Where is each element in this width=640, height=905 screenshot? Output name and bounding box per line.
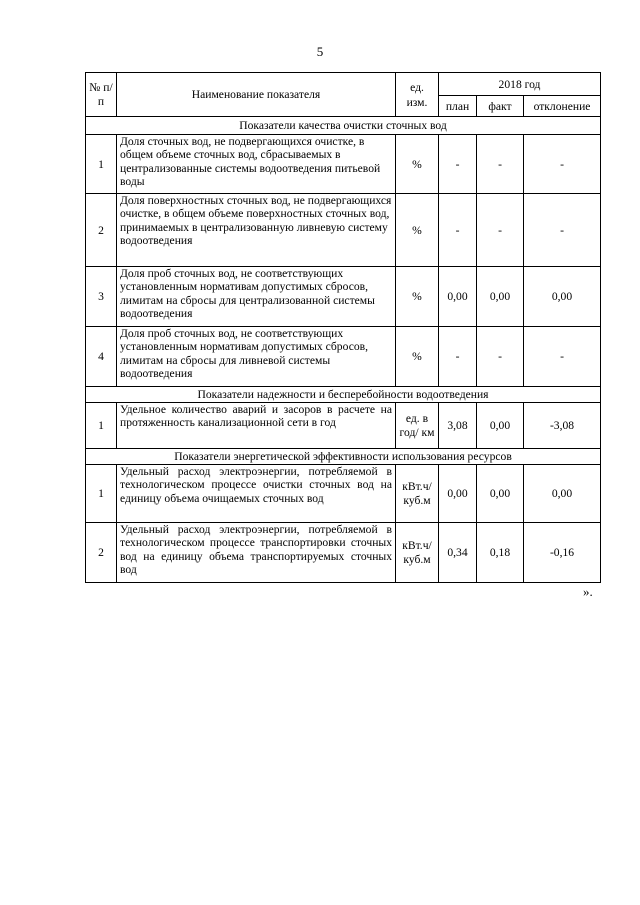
row-deviation: - (524, 194, 601, 267)
header-year: 2018 год (439, 73, 601, 96)
row-plan: 0,00 (439, 267, 477, 327)
row-deviation: -0,16 (524, 523, 601, 583)
header-unit: ед. изм. (396, 73, 439, 117)
row-fact: 0,18 (477, 523, 524, 583)
table-row (86, 403, 601, 449)
table-row (86, 327, 601, 387)
row-num: 4 (86, 327, 117, 387)
header-fact: факт (477, 96, 524, 117)
row-name: Удельный расход электроэнергии, потребляемой в технологическом процессе транспортировки сточных вод на единицу объема транспортируемых сточных вод (117, 523, 396, 583)
row-unit: % (396, 327, 439, 387)
row-plan: - (439, 135, 477, 194)
row-name: Удельный расход электроэнергии, потребляемой в технологическом процессе очистки сточных вод на единицу объема очищаемых сточных вод (117, 465, 396, 523)
header-name: Наименование показателя (117, 73, 396, 117)
row-name: Удельное количество аварий и засоров в расчете на протяженность канализационной сети в год (117, 403, 396, 449)
row-name: Доля поверхностных сточных вод, не подвергающихся очистке, в общем объеме поверхностных сточных вод, принимаемых в централизованную ливневую систему водоотведения (117, 194, 396, 267)
row-deviation: 0,00 (524, 267, 601, 327)
row-num: 1 (86, 135, 117, 194)
table-row (86, 135, 601, 194)
row-name: Доля сточных вод, не подвергающихся очистке, в общем объеме сточных вод, сбрасываемых в централизованные системы водоотведения питьевой воды (117, 135, 396, 194)
indicators-table (85, 72, 601, 583)
section-title: Показатели качества очистки сточных вод (86, 117, 601, 135)
section-title: Показатели энергетической эффективности использования ресурсов (86, 449, 601, 465)
row-deviation: 0,00 (524, 465, 601, 523)
row-plan: 3,08 (439, 403, 477, 449)
row-unit: % (396, 194, 439, 267)
row-fact: - (477, 135, 524, 194)
row-unit: кВт.ч/ куб.м (396, 523, 439, 583)
row-num: 1 (86, 403, 117, 449)
row-unit: % (396, 135, 439, 194)
row-plan: - (439, 327, 477, 387)
row-fact: - (477, 327, 524, 387)
row-unit: ед. в год/ км (396, 403, 439, 449)
row-name: Доля проб сточных вод, не соответствующих установленным нормативам допустимых сбросов, лимитам на сбросы для централизованной системы водоотведения (117, 267, 396, 327)
section-title: Показатели надежности и бесперебойности водоотведения (86, 387, 601, 403)
table-row (86, 267, 601, 327)
row-unit: % (396, 267, 439, 327)
row-fact: 0,00 (477, 267, 524, 327)
table-row (86, 465, 601, 523)
row-num: 3 (86, 267, 117, 327)
table-row (86, 523, 601, 583)
row-deviation: - (524, 135, 601, 194)
row-deviation: - (524, 327, 601, 387)
table-row (86, 194, 601, 267)
row-name: Доля проб сточных вод, не соответствующих установленным нормативам допустимых сбросов, лимитам на сбросы для ливневой системы водоотведения (117, 327, 396, 387)
row-unit: кВт.ч/ куб.м (396, 465, 439, 523)
page-number: 5 (316, 44, 324, 59)
header-deviation: отклонение (524, 96, 601, 117)
row-num: 2 (86, 523, 117, 583)
row-fact: 0,00 (477, 465, 524, 523)
closing-quote-mark: ». (583, 584, 593, 599)
row-plan: - (439, 194, 477, 267)
row-fact: 0,00 (477, 403, 524, 449)
header-plan: план (439, 96, 477, 117)
row-deviation: -3,08 (524, 403, 601, 449)
row-plan: 0,00 (439, 465, 477, 523)
row-fact: - (477, 194, 524, 267)
row-plan: 0,34 (439, 523, 477, 583)
header-num: № п/п (86, 73, 117, 117)
row-num: 1 (86, 465, 117, 523)
row-num: 2 (86, 194, 117, 267)
